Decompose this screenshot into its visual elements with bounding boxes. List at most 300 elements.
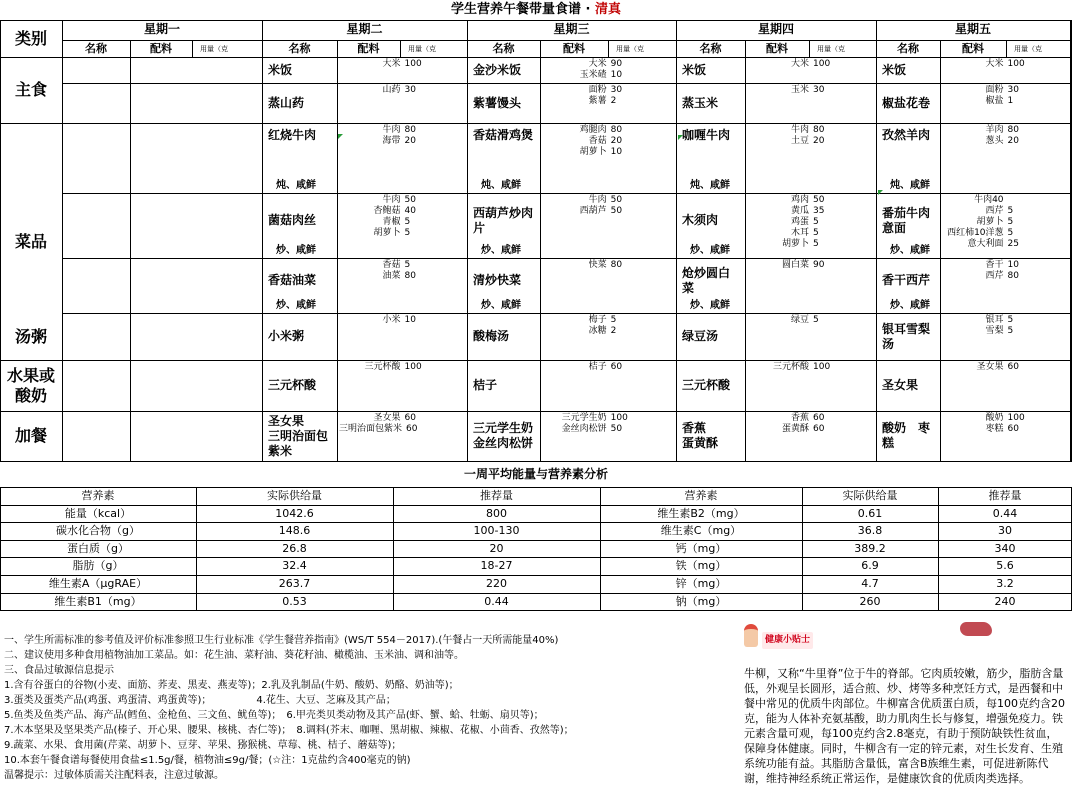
- nutrition-cell: 240: [994, 594, 1016, 608]
- ingredient-amount: 2: [610, 96, 617, 106]
- sub-divider: [337, 40, 338, 461]
- tue-staple1-name: 米饭: [268, 62, 293, 77]
- ingredient-amount: 100: [813, 362, 831, 372]
- ingredient-amount: [1004, 195, 1068, 206]
- fri-dish3-cooking: 炒、咸鲜: [890, 300, 930, 311]
- ingredient-row: [747, 59, 874, 70]
- ingredient-amount: 5: [813, 217, 819, 227]
- ingredient-row: [747, 85, 874, 96]
- ingredient-amount: 100: [1007, 59, 1025, 69]
- col-ingredient-header: 配料: [150, 42, 172, 55]
- ingredient-name: 大米: [791, 59, 810, 69]
- nutrition-cell: 32.4: [282, 559, 307, 573]
- tue-dish1-ingredients: [339, 125, 465, 191]
- ingredient-name: 紫薯: [588, 96, 607, 106]
- ingredient-name: 蛋黄酥: [782, 424, 810, 434]
- nutrition-cell: 钙（mg）: [675, 541, 727, 555]
- ingredient-amount: 5: [404, 228, 411, 238]
- ingredient-amount: 10: [1007, 260, 1019, 270]
- ingredient-name: 大米: [985, 59, 1004, 69]
- ingredient-name: 羊肉: [985, 125, 1004, 135]
- ingredient-name: 小米: [382, 315, 401, 325]
- nutrition-cell: 锌（mg）: [675, 577, 727, 590]
- ingredient-row: [747, 424, 874, 435]
- ingredient-row: [339, 315, 465, 326]
- ingredient-row: [339, 424, 465, 435]
- wed-staple1-name: 金沙米饭: [473, 62, 522, 77]
- ingredient-amount: 60: [813, 413, 825, 423]
- grid-line: [0, 123, 1072, 124]
- ingredient-name: 三元学生奶: [561, 413, 607, 423]
- nutrition-cell: 维生素B1（mg）: [54, 594, 142, 608]
- ingredient-row: [542, 326, 674, 337]
- day-header-thu: 星期四: [757, 22, 794, 36]
- ingredient-row: [339, 260, 465, 271]
- nutrition-cell: 碳水化合物（g）: [56, 524, 140, 538]
- note-line: 温馨提示：过敏体质需关注配料表，注意过敏源。: [4, 770, 224, 781]
- ingredient-row: [747, 217, 874, 228]
- ingredient-amount: 100: [404, 59, 422, 69]
- note-line: 9.蔬菜、水果、食用菌(芹菜、胡萝卜、豆芽、苹果、猕猴桃、草莓、桃、桔子、蘑菇等)；: [4, 740, 402, 751]
- ingredient-row: [747, 228, 874, 239]
- nutrition-cell: 800: [486, 506, 507, 520]
- fri-dish3-ingredients: [942, 260, 1068, 311]
- ingredient-row: [942, 326, 1068, 337]
- thu-staple1-name: 米饭: [682, 62, 707, 77]
- ingredient-row: [942, 206, 1068, 217]
- ingredient-name: 牛肉: [588, 195, 607, 205]
- ingredient-amount: 80: [610, 125, 623, 135]
- ingredient-row: [942, 59, 1068, 70]
- wed-dish2-name: 西葫芦炒肉片: [473, 205, 534, 235]
- ingredient-name: 西红柿10洋葱: [947, 228, 1004, 238]
- thu-dish1-name: 咖喱牛肉: [682, 128, 731, 142]
- grid-line: [0, 360, 1072, 361]
- ingredient-name: 西芹: [985, 206, 1004, 216]
- wed-fruit-name: 桔子: [473, 378, 498, 392]
- ingredient-row: [747, 136, 874, 147]
- thu-snack-name: 香蕉 蛋黄酥: [682, 421, 731, 450]
- ingredient-row: [942, 195, 1068, 206]
- sub-divider: [745, 40, 746, 461]
- thu-staple1-ingredients: [747, 59, 874, 81]
- ingredient-name: 青椒: [382, 217, 401, 227]
- ingredient-amount: 80: [610, 260, 623, 270]
- ingredient-row: [339, 228, 465, 239]
- note-line: 5.鱼类及鱼类产品、海产品(鳕鱼、金枪鱼、三文鱼、鱿鱼等)； 6.甲壳类贝类动物及其产品(虾、蟹、蛤、牡蛎、扇贝等)；: [4, 710, 544, 721]
- nutrition-cell: 钠（mg）: [675, 594, 727, 608]
- ingredient-amount: 60: [406, 424, 418, 434]
- nutrition-header: 推荐量: [988, 489, 1022, 502]
- wed-dish2-cooking: 炒、咸鲜: [481, 245, 521, 256]
- nutrition-cell: 30: [998, 524, 1012, 538]
- note-line: 7.木本坚果及坚果类产品(榛子、开心果、腰果、核桃、杏仁等)； 8.调料(芥末、咖喱、黑胡椒、辣椒、花椒、小茴香、孜然等)；: [4, 725, 574, 736]
- wed-staple2-name: 紫薯馒头: [473, 95, 522, 110]
- ingredient-amount: 100: [610, 413, 628, 423]
- ingredient-row: [942, 85, 1068, 96]
- ingredient-name: 金丝肉松饼: [561, 424, 607, 434]
- sub-divider: [940, 40, 941, 461]
- nutrition-header: 营养素: [81, 489, 115, 502]
- ingredient-amount: 90: [813, 260, 825, 270]
- ingredient-amount: 60: [1007, 362, 1019, 372]
- ingredient-row: [942, 239, 1068, 250]
- ingredient-name: 桔子: [588, 362, 607, 372]
- ingredient-amount: 5: [1007, 315, 1014, 325]
- ingredient-name: 香干: [985, 260, 1004, 270]
- nutrition-cell: 0.44: [992, 506, 1018, 520]
- col-name-header: 名称: [699, 42, 722, 55]
- nutrition-cell: 0.53: [282, 594, 307, 608]
- comment-marker-icon: [338, 134, 343, 139]
- fri-snack-ingredients: [942, 413, 1068, 459]
- ingredient-row: [942, 228, 1068, 239]
- ingredient-amount: 60: [813, 424, 825, 434]
- ingredient-row: [339, 217, 465, 228]
- col-amount-header: 用量（克: [616, 45, 644, 53]
- tue-staple2-ingredients: [339, 85, 465, 121]
- ingredient-name: 圣女果: [976, 362, 1004, 372]
- ingredient-row: [339, 413, 465, 424]
- sub-divider: [130, 40, 131, 461]
- tue-dish1-cooking: 炖、咸鲜: [276, 180, 316, 191]
- ingredient-amount: 10: [610, 147, 623, 157]
- ingredient-name: 意大利面: [967, 239, 1004, 249]
- tue-dish3-name: 香菇油菜: [268, 273, 317, 287]
- ingredient-name: 鸡肉: [791, 195, 810, 205]
- ingredient-row: [542, 315, 674, 326]
- tue-dish1-name: 红烧牛肉: [268, 128, 317, 142]
- ingredient-row: [747, 315, 874, 326]
- tue-staple2-name: 蒸山药: [268, 95, 305, 110]
- col-ingredient-header: 配料: [563, 42, 585, 55]
- ingredient-amount: 50: [610, 424, 623, 434]
- ingredient-name: 油菜: [382, 271, 401, 281]
- grid-line: [0, 461, 1072, 462]
- nutrition-cell: 4.7: [861, 577, 879, 590]
- fri-snack-name: 酸奶 枣糕: [882, 421, 931, 450]
- ingredient-row: [747, 413, 874, 424]
- ingredient-amount: 5: [813, 315, 819, 325]
- ingredient-amount: 35: [813, 206, 825, 216]
- nutrition-cell: 维生素A（μgRAE）: [48, 577, 148, 590]
- ingredient-amount: 90: [610, 59, 623, 69]
- ingredient-name: 胡萝卜: [579, 147, 607, 157]
- grid-line: [0, 411, 1072, 412]
- ingredient-name: 三元杯酸: [364, 362, 401, 372]
- grid-line-inner: [62, 258, 1072, 259]
- wed-snack-name: 三元学生奶金丝肉松饼: [473, 421, 534, 450]
- ingredient-amount: 20: [404, 136, 416, 146]
- tue-snack-ingredients: [339, 413, 465, 459]
- category-header: 类别: [14, 28, 47, 48]
- note-line: 10.本套午餐食谱每餐使用食盐≤1.5g/餐，植物油≤9g/餐；(☆注：1克盐约含400毫克的钠): [4, 755, 411, 766]
- ingredient-name: 梅子: [588, 315, 607, 325]
- chef-icon: [744, 624, 758, 647]
- ingredient-row: [542, 206, 674, 217]
- nutrition-header: 营养素: [684, 489, 718, 502]
- ingredient-row: [542, 136, 674, 147]
- nutrition-cell: 100-130: [473, 524, 520, 538]
- fri-dish1-cooking: 炖、咸鲜: [890, 180, 930, 191]
- tue-dish2-ingredients: [339, 195, 465, 256]
- ingredient-name: 枣糕: [985, 424, 1004, 434]
- ingredient-row: [942, 413, 1068, 424]
- fri-dish2-ingredients: [942, 195, 1068, 256]
- ingredient-name: 鸡蛋: [791, 217, 810, 227]
- thu-dish2-cooking: 炒、咸鲜: [690, 245, 730, 256]
- thu-dish2-ingredients: [747, 195, 874, 256]
- wed-fruit-ingredients: [542, 362, 674, 409]
- ingredient-amount: 5: [404, 217, 411, 227]
- col-amount-header: 用量（克: [817, 45, 845, 53]
- grid-line-inner: [62, 313, 1072, 314]
- ingredient-row: [339, 206, 465, 217]
- ingredient-amount: 5: [813, 239, 819, 249]
- wed-dish1-ingredients: [542, 125, 674, 191]
- ingredient-amount: 100: [1007, 413, 1025, 423]
- note-line: 一、学生所需标准的参考值及评价标准参照卫生行业标准《学生餐营养指南》(WS/T 554－2017).(午餐占一天所需能量40%): [4, 635, 559, 646]
- ingredient-amount: 30: [813, 85, 825, 95]
- ingredient-amount: 30: [404, 85, 416, 95]
- nutrition-cell: 0.61: [857, 506, 883, 520]
- thu-dish2-name: 木须肉: [682, 213, 719, 227]
- day-header-tue: 星期二: [346, 22, 383, 36]
- thu-dish3-name: 炝炒圆白菜: [682, 265, 731, 295]
- col-ingredient-header: 配料: [962, 42, 984, 55]
- ingredient-row: [542, 147, 674, 158]
- ingredient-amount: 50: [404, 195, 416, 205]
- wed-dish1-cooking: 炖、咸鲜: [481, 180, 521, 191]
- nutrition-header: 实际供给量: [842, 489, 898, 502]
- tue-staple1-ingredients: [339, 59, 465, 81]
- ingredient-row: [747, 125, 874, 136]
- category-fruit: 水果或酸奶: [6, 365, 55, 405]
- ingredient-name: 黄瓜: [791, 206, 810, 216]
- col-name-header: 名称: [85, 42, 107, 55]
- nutrition-cell: 36.8: [857, 524, 883, 538]
- ingredient-amount: 5: [1007, 217, 1014, 227]
- wed-snack-ingredients: [542, 413, 674, 459]
- ingredient-amount: 5: [1007, 326, 1014, 336]
- fri-staple1-ingredients: [942, 59, 1068, 81]
- ingredient-amount: 1: [1007, 96, 1014, 106]
- nutrition-cell: 3.2: [996, 577, 1014, 590]
- nutrition-cell: 260: [859, 594, 881, 608]
- ingredient-name: 大米: [588, 59, 607, 69]
- note-line: 二、建议使用多种食用植物油加工菜品。如：花生油、菜籽油、葵花籽油、橄榄油、玉米油、调和油等。: [4, 650, 464, 661]
- sub-divider: [540, 40, 541, 461]
- ingredient-name: 雪梨: [985, 326, 1004, 336]
- ingredient-name: 胡萝卜: [373, 228, 401, 238]
- ingredient-row: [542, 195, 674, 206]
- thu-soup-ingredients: [747, 315, 874, 358]
- ingredient-row: [942, 96, 1068, 107]
- tue-snack-name: 圣女果 三明治面包紫米: [268, 413, 329, 458]
- nutrition-cell: 26.8: [282, 541, 307, 555]
- ingredient-amount: 50: [610, 206, 623, 216]
- ingredient-row: [542, 96, 674, 107]
- fri-dish1-name: 孜然羊肉: [882, 128, 931, 142]
- wed-dish2-ingredients: [542, 195, 674, 256]
- wed-dish3-cooking: 炒、咸鲜: [481, 300, 521, 311]
- ingredient-row: [542, 362, 674, 373]
- wed-staple1-ingredients: [542, 59, 674, 81]
- ingredient-name: 西芹: [985, 271, 1004, 281]
- grid-line: [0, 20, 1072, 21]
- ingredient-name: 葱头: [985, 136, 1004, 146]
- col-ingredient-header: 配料: [766, 42, 788, 55]
- ingredient-amount: 40: [404, 206, 416, 216]
- ingredient-name: 冰糖: [588, 326, 607, 336]
- comment-marker-icon: [878, 190, 883, 195]
- ingredient-amount: 20: [1007, 136, 1019, 146]
- wed-dish3-ingredients: [542, 260, 674, 311]
- fri-fruit-ingredients: [942, 362, 1068, 409]
- fri-soup-name: 银耳雪梨汤: [882, 321, 931, 351]
- page-title: [0, 0, 1072, 20]
- ingredient-amount: 10: [404, 315, 416, 325]
- ingredient-amount: 50: [813, 195, 825, 205]
- thu-soup-name: 绿豆汤: [682, 329, 719, 343]
- day-header-mon: 星期一: [143, 22, 180, 36]
- nutrition-cell: 铁（mg）: [675, 559, 727, 573]
- day-divider: [876, 20, 877, 461]
- fri-dish2-cooking: 炒、咸鲜: [890, 245, 930, 256]
- ingredient-row: [942, 260, 1068, 271]
- nutrition-cell: 148.6: [278, 524, 311, 538]
- ingredient-row: [542, 413, 674, 424]
- ingredient-amount: 10: [610, 70, 623, 80]
- nutrition-cell: 340: [994, 541, 1016, 555]
- ingredient-name: 香菇: [588, 136, 607, 146]
- wed-staple2-ingredients: [542, 85, 674, 121]
- nutrition-cell: 5.6: [996, 559, 1014, 573]
- ingredient-amount: 5: [1007, 228, 1014, 238]
- ingredient-amount: 100: [813, 59, 831, 69]
- nutrition-cell: 能量（kcal）: [64, 506, 132, 520]
- ingredient-name: 牛肉40: [974, 195, 1004, 205]
- ingredient-amount: 80: [1007, 125, 1019, 135]
- ingredient-amount: 50: [610, 195, 623, 205]
- ingredient-row: [542, 260, 674, 271]
- fri-fruit-name: 圣女果: [882, 378, 919, 392]
- tue-fruit-ingredients: [339, 362, 465, 409]
- nutrition-cell: 0.44: [484, 594, 509, 608]
- ingredient-row: [542, 70, 674, 81]
- ingredient-name: 西葫芦: [579, 206, 607, 216]
- ingredient-name: 木耳: [791, 228, 810, 238]
- health-tip-badge: 健康小贴士: [762, 632, 813, 649]
- day-divider: [467, 20, 468, 461]
- tue-dish2-name: 菌菇肉丝: [268, 213, 317, 227]
- ingredient-name: 三明治面包紫米: [339, 424, 403, 434]
- fri-dish3-name: 香干西芹: [882, 273, 931, 287]
- ingredient-name: 快菜: [588, 260, 607, 270]
- ingredient-name: 香蕉: [791, 413, 810, 423]
- wed-dish3-name: 清炒快菜: [473, 273, 522, 287]
- grid-line-inner: [62, 193, 1072, 194]
- thu-fruit-ingredients: [747, 362, 874, 409]
- ingredient-row: [747, 206, 874, 217]
- ingredient-row: [747, 239, 874, 250]
- col-name-header: 名称: [897, 42, 919, 55]
- ingredient-name: 玉米: [791, 85, 810, 95]
- nutrition-cell: 20: [489, 541, 504, 555]
- ingredient-name: 大米: [382, 59, 401, 69]
- col-name-header: 名称: [288, 42, 311, 55]
- thu-dish3-cooking: 炒、咸鲜: [690, 300, 730, 311]
- ingredient-amount: 60: [610, 362, 623, 372]
- nutrition-cell: 脂肪（g）: [72, 559, 124, 573]
- ingredient-name: 玉米碴: [579, 70, 607, 80]
- comment-marker-icon: [678, 135, 683, 140]
- thu-snack-ingredients: [747, 413, 874, 459]
- ingredient-amount: 5: [1007, 206, 1014, 216]
- ingredient-row: [339, 136, 465, 147]
- category-dish: 菜品: [14, 231, 47, 251]
- fri-staple2-name: 椒盐花卷: [882, 95, 931, 110]
- fri-dish1-ingredients: [942, 125, 1068, 191]
- nutrition-cell: 220: [486, 577, 507, 590]
- ingredient-name: 香菇: [382, 260, 401, 270]
- tue-dish3-ingredients: [339, 260, 465, 311]
- ingredient-amount: 5: [404, 260, 411, 270]
- day-header-wed: 星期三: [553, 22, 590, 36]
- day-divider: [62, 20, 63, 461]
- ingredient-name: 圆白菜: [782, 260, 810, 270]
- ingredient-name: 银耳: [985, 315, 1004, 325]
- health-tip-text: 牛柳，又称“牛里脊”位于牛的脊部。它肉质较嫩，筋少，脂肪含量低，外观呈长圆形，适合煎、炒、烤等多种烹饪方式，是西餐和中餐中常见的优质牛肉部位。牛柳富含优质蛋白质，每100克约含20克，能为人体补充氨基酸，助力肌肉生长与修复，增强免疫力。铁元素含量可观，每100克约含2.8毫克，有助于预防缺铁性贫血，保障身体健康。同时，牛柳含有一定的锌元素，对生长发育、生殖系统功能有益。其脂肪含量低，富含B族维生素，可促进新陈代谢，维持神经系统正常运作，是健康饮食的优质肉类选择。: [744, 667, 1065, 785]
- health-tip-box: [744, 618, 1066, 803]
- grid-line: [62, 40, 1072, 41]
- tue-soup-name: 小米粥: [268, 329, 305, 343]
- ingredient-name: 牛肉: [791, 125, 810, 135]
- ingredient-name: 海带: [382, 136, 401, 146]
- fri-staple2-ingredients: [942, 85, 1068, 121]
- col-amount-header: 用量（克: [200, 45, 228, 53]
- thu-staple2-ingredients: [747, 85, 874, 121]
- wed-soup-ingredients: [542, 315, 674, 358]
- ingredient-amount: 80: [404, 125, 416, 135]
- title-highlight: 清真: [594, 2, 621, 17]
- nutrition-section-title: 一周平均能量与营养素分析: [463, 467, 608, 481]
- ingredient-row: [339, 125, 465, 136]
- ingredient-name: 杏鲍菇: [373, 206, 401, 216]
- ingredient-row: [339, 271, 465, 282]
- ingredient-row: [339, 59, 465, 70]
- nutrition-header: 实际供给量: [267, 489, 322, 502]
- day-divider: [1070, 20, 1071, 461]
- ingredient-amount: 80: [813, 125, 825, 135]
- ingredient-name: 绿豆: [791, 315, 810, 325]
- ingredient-amount: 80: [1007, 271, 1019, 281]
- ingredient-amount: 25: [1007, 239, 1019, 249]
- ingredient-name: 三元杯酸: [773, 362, 810, 372]
- fri-dish2-name: 番茄牛肉意面: [882, 205, 931, 235]
- category-snack: 加餐: [14, 426, 47, 445]
- title-text: 学生营养午餐带量食谱 ·: [450, 2, 595, 17]
- tue-fruit-name: 三元杯酸: [268, 378, 317, 392]
- col-amount-header: 用量（克: [408, 45, 436, 53]
- ingredient-amount: 30: [1007, 85, 1019, 95]
- beef-icon: [960, 622, 992, 636]
- ingredient-name: 土豆: [791, 136, 810, 146]
- nutrition-header: 推荐量: [480, 489, 513, 502]
- ingredient-name: 酸奶: [985, 413, 1004, 423]
- nutrition-cell: 维生素B2（mg）: [657, 506, 745, 520]
- ingredient-name: 椒盐: [985, 96, 1004, 106]
